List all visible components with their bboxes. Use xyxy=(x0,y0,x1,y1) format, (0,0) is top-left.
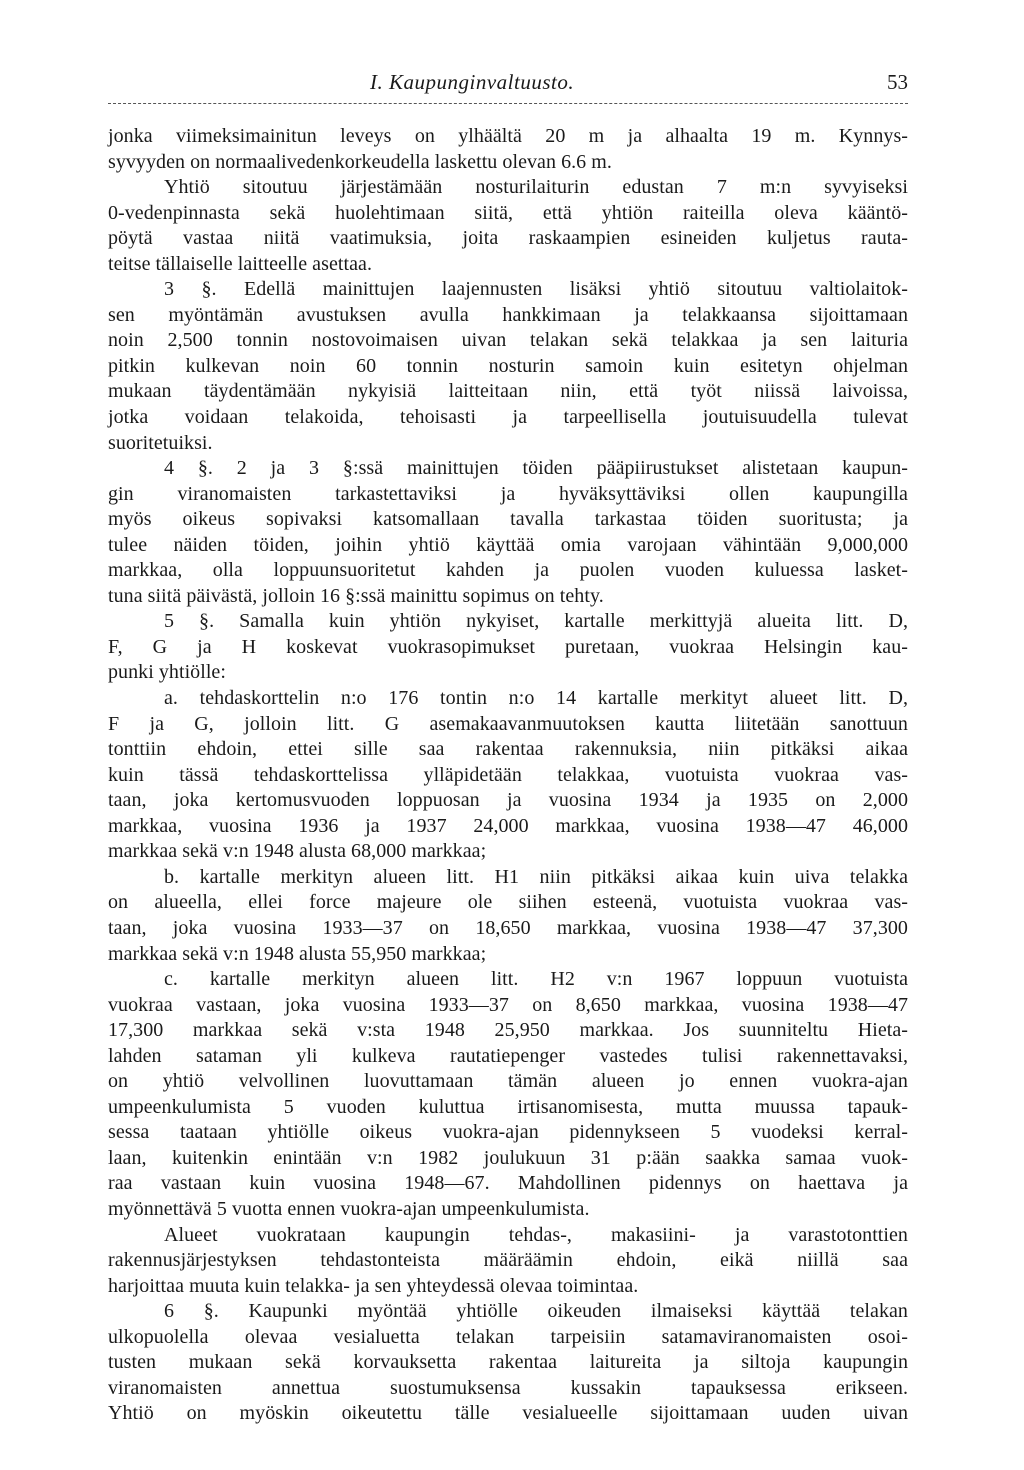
text-line: F, G ja H koskevat vuokrasopimukset puretaan, vuokraa Helsingin kau- xyxy=(108,635,908,658)
text-line: pöytä vastaa niitä vaatimuksia, joita raskaampien esineiden kuljetus rauta- xyxy=(108,227,908,250)
text-line: 3 §. Edellä mainittujen laajennusten lisäksi yhtiö sitoutuu valtiolaitok- xyxy=(164,278,908,301)
text-line: Yhtiö on myöskin oikeutettu tälle vesialueelle sijoittamaan uuden uivan xyxy=(108,1402,908,1425)
text-line: suoritetuiksi. xyxy=(108,431,213,454)
text-line: tusten mukaan sekä korvauksetta rakentaa laitureita ja siltoja kaupungin xyxy=(108,1351,908,1374)
text-line: harjoittaa muuta kuin telakka- ja sen yhteydessä olevaa toimintaa. xyxy=(108,1274,639,1297)
text-line: taan, joka vuosina 1933—37 on 18,650 markkaa, vuosina 1938—47 37,300 xyxy=(108,916,908,939)
text-line: pitkin kulkevan noin 60 tonnin nosturin samoin kuin esitetyn ohjelman xyxy=(108,354,908,377)
running-header xyxy=(108,70,908,104)
text-line: 17,300 markkaa sekä v:sta 1948 25,950 markkaa. Jos suunniteltu Hieta- xyxy=(108,1019,908,1042)
text-line: 4 §. 2 ja 3 §:ssä mainittujen töiden pääpiirustukset alistetaan kaupun- xyxy=(164,457,908,480)
text-line: 0-vedenpinnasta sekä huolehtimaan siitä, että yhtiön raiteilla oleva kääntö- xyxy=(108,201,908,224)
text-line: noin 2,500 tonnin nostovoimaisen uivan telakan sekä telakkaa ja sen laituria xyxy=(108,329,908,352)
section-title: I. Kaupunginvaltuusto. xyxy=(370,70,575,94)
text-line: 6 §. Kaupunki myöntää yhtiölle oikeuden ilmaiseksi käyttää telakan xyxy=(164,1300,908,1323)
text-line: ulkopuolella olevaa vesialuetta telakan tarpeisiin satamaviranomaisten osoi- xyxy=(108,1325,908,1348)
text-line: taan, joka kertomusvuoden loppuosan ja vuosina 1934 ja 1935 on 2,000 xyxy=(108,789,908,812)
text-line: markkaa sekä v:n 1948 alusta 68,000 markkaa; xyxy=(108,840,487,863)
text-line: Yhtiö sitoutuu järjestämään nosturilaiturin edustan 7 m:n syvyiseksi xyxy=(164,176,908,199)
text-line: F ja G, jolloin litt. G asemakaavanmuutoksen kautta liitetään sanottuun xyxy=(108,712,908,735)
text-line: jonka viimeksimainitun leveys on ylhäältä 20 m ja alhaalta 19 m. Kynnys- xyxy=(108,125,908,147)
text-line: mukaan täydentämään nykyisiä laitteitaan niin, että työt niissä laivoissa, xyxy=(108,380,908,403)
text-line: viranomaisten annettua suostumuksensa kussakin tapauksessa erikseen. xyxy=(108,1376,908,1399)
text-line: myös oikeus sopivaksi katsomallaan tavalla tarkastaa töiden suoritusta; ja xyxy=(108,508,908,531)
text-line: myönnettävä 5 vuotta ennen vuokra-ajan umpeenkulumista. xyxy=(108,1197,590,1220)
text-line: umpeenkulumista 5 vuoden kuluttua irtisanomisesta, mutta muussa tapauk- xyxy=(108,1095,908,1118)
text-line: sessa taataan yhtiölle oikeus vuokra-ajan pidennykseen 5 vuodeksi kerral- xyxy=(108,1121,908,1144)
text-line: a. tehdaskorttelin n:o 176 tontin n:o 14 kartalle merkityt alueet litt. D, xyxy=(164,687,908,710)
text-line: tuna siitä päivästä, jolloin 16 §:ssä mainittu sopimus on tehty. xyxy=(108,584,604,607)
body-text xyxy=(108,124,908,1427)
text-line: punki yhtiölle: xyxy=(108,661,226,684)
text-line: tulee näiden töiden, joihin yhtiö käyttää omia varojaan vähintään 9,000,000 xyxy=(108,533,908,556)
text-line: on alueella, ellei force majeure ole siihen esteenä, vuotuista vuokraa vas- xyxy=(108,891,908,914)
text-line: laan, kuitenkin enintään v:n 1982 joulukuun 31 p:ään saakka samaa vuok- xyxy=(108,1146,908,1169)
text-line: b. kartalle merkityn alueen litt. H1 niin pitkäksi aikaa kuin uiva telakka xyxy=(164,865,908,888)
text-line: sen myöntämän avustuksen avulla hankkimaan ja telakkaansa sijoittamaan xyxy=(108,303,908,326)
text-line: syvyyden on normaalivedenkorkeudella laskettu olevan 6.6 m. xyxy=(108,150,612,173)
text-line: vuokraa vastaan, joka vuosina 1933—37 on 8,650 markkaa, vuosina 1938—47 xyxy=(108,993,908,1016)
text-line: 5 §. Samalla kuin yhtiön nykyiset, kartalle merkittyjä alueita litt. D, xyxy=(164,610,908,633)
text-line: raa vastaan kuin vuosina 1948—67. Mahdollinen pidennys on haettava ja xyxy=(108,1172,908,1195)
text-line: markkaa, olla loppuunsuoritetut kahden ja puolen vuoden kuluessa lasket- xyxy=(108,559,908,582)
text-line: markkaa, vuosina 1936 ja 1937 24,000 markkaa, vuosina 1938—47 46,000 xyxy=(108,814,908,837)
text-line: kuin tässä tehdaskorttelissa ylläpidetään telakkaa, vuotuista vuokraa vas- xyxy=(108,763,908,786)
text-line: jotka voidaan telakoida, tehoisasti ja tarpeellisella joutuisuudella tulevat xyxy=(108,406,908,429)
text-line: gin viranomaisten tarkastettaviksi ja hyväksyttäviksi ollen kaupungilla xyxy=(108,482,908,505)
text-line: rakennusjärjestyksen tehdastonteista määräämin ehdoin, eikä niillä saa xyxy=(108,1249,908,1272)
text-line: tonttiin ehdoin, ettei sille saa rakentaa rakennuksia, niin pitkäksi aikaa xyxy=(108,738,908,761)
text-line: teitse tällaiselle laitteelle asettaa. xyxy=(108,252,372,275)
text-line: c. kartalle merkityn alueen litt. H2 v:n 1967 loppuun vuotuista xyxy=(164,968,908,991)
text-line: Alueet vuokrataan kaupungin tehdas-, makasiini- ja varastotonttien xyxy=(164,1223,908,1246)
header-rule xyxy=(108,103,908,104)
page-number: 53 xyxy=(887,70,908,94)
text-line: markkaa sekä v:n 1948 alusta 55,950 markkaa; xyxy=(108,942,487,965)
text-line: lahden sataman yli kulkeva rautatiepenger vastedes tulisi rakennettavaksi, xyxy=(108,1044,908,1067)
text-line: on yhtiö velvollinen luovuttamaan tämän alueen jo ennen vuokra-ajan xyxy=(108,1070,908,1093)
